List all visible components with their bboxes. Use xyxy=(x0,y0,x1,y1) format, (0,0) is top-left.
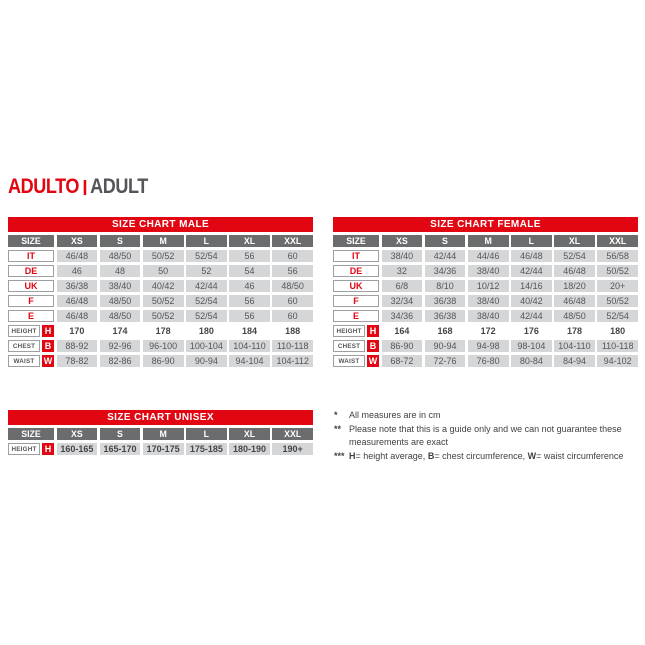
measure-cell: 86-90 xyxy=(143,355,184,367)
column-header-xxl: XXL xyxy=(597,235,638,247)
size-cell: 6/8 xyxy=(382,280,423,292)
column-header-xl: XL xyxy=(229,428,270,440)
measure-row xyxy=(8,325,313,337)
size-cell: 60 xyxy=(272,250,313,262)
page-title-secondary: ADULT xyxy=(90,175,148,198)
measure-cell: 172 xyxy=(468,325,509,337)
measure-cell: 68-72 xyxy=(382,355,423,367)
column-header-xs: XS xyxy=(57,235,98,247)
measure-cell: 104-110 xyxy=(229,340,270,352)
size-cell: 40/42 xyxy=(143,280,184,292)
size-cell: 40/42 xyxy=(511,295,552,307)
measure-cell: 90-94 xyxy=(186,355,227,367)
size-chart-male-table xyxy=(8,217,313,370)
measure-cell: 88-92 xyxy=(57,340,98,352)
row-label-uk: UK xyxy=(8,280,54,292)
size-cell: 56 xyxy=(229,295,270,307)
measure-row xyxy=(8,340,313,352)
size-cell: 34/36 xyxy=(425,265,466,277)
measure-cell: 164 xyxy=(382,325,423,337)
size-row xyxy=(333,250,638,262)
measure-cell: 175-185 xyxy=(186,443,227,455)
footnote-text: H= height average, B= chest circumference, W= waist circumference xyxy=(349,450,624,461)
measure-row-label xyxy=(8,325,54,337)
measure-cell: 86-90 xyxy=(382,340,423,352)
size-row xyxy=(8,265,313,277)
size-cell: 48/50 xyxy=(272,280,313,292)
measure-row-label xyxy=(8,355,54,367)
size-cell: 50/52 xyxy=(597,295,638,307)
measure-row-label xyxy=(333,355,379,367)
measure-cell: 104-112 xyxy=(272,355,313,367)
measure-cell: 170 xyxy=(57,325,98,337)
size-cell: 46/48 xyxy=(554,295,595,307)
page-title xyxy=(8,176,148,198)
size-cell: 50 xyxy=(143,265,184,277)
size-cell: 52/54 xyxy=(554,250,595,262)
size-cell: 38/40 xyxy=(468,265,509,277)
table-header-row xyxy=(8,428,313,440)
measure-row-label xyxy=(333,340,379,352)
size-cell: 56 xyxy=(272,265,313,277)
h-badge: H xyxy=(367,325,379,337)
measure-cell: 110-118 xyxy=(597,340,638,352)
size-cell: 34/36 xyxy=(382,310,423,322)
size-cell: 36/38 xyxy=(57,280,98,292)
size-cell: 46/48 xyxy=(554,265,595,277)
row-label-e: E xyxy=(8,310,54,322)
measure-row xyxy=(333,325,638,337)
chest-label: CHEST xyxy=(333,340,365,352)
size-cell: 52 xyxy=(186,265,227,277)
size-row xyxy=(333,295,638,307)
footnotes xyxy=(334,409,640,464)
measure-cell: 76-80 xyxy=(468,355,509,367)
size-cell: 46 xyxy=(229,280,270,292)
measure-cell: 92-96 xyxy=(100,340,141,352)
measure-cell: 94-102 xyxy=(597,355,638,367)
size-cell: 42/44 xyxy=(511,265,552,277)
measure-cell: 100-104 xyxy=(186,340,227,352)
measure-row-label xyxy=(8,340,54,352)
size-cell: 48/50 xyxy=(100,250,141,262)
size-cell: 54 xyxy=(229,265,270,277)
row-label-it: IT xyxy=(8,250,54,262)
column-header-m: M xyxy=(143,428,184,440)
measure-row-label xyxy=(8,443,54,455)
size-cell: 46/48 xyxy=(57,250,98,262)
size-cell: 38/40 xyxy=(468,295,509,307)
footnote-marker: ** xyxy=(334,424,342,434)
size-cell: 36/38 xyxy=(425,310,466,322)
row-label-f: F xyxy=(8,295,54,307)
chest-label: CHEST xyxy=(8,340,40,352)
measure-cell: 165-170 xyxy=(100,443,141,455)
size-cell: 46/48 xyxy=(511,250,552,262)
measure-cell: 190+ xyxy=(272,443,313,455)
size-row xyxy=(8,250,313,262)
size-cell: 50/52 xyxy=(143,250,184,262)
size-cell: 48/50 xyxy=(100,295,141,307)
page-title-primary: ADULTO xyxy=(8,175,80,198)
size-cell: 56/58 xyxy=(597,250,638,262)
size-cell: 52/54 xyxy=(186,310,227,322)
column-header-l: L xyxy=(186,235,227,247)
size-cell: 50/52 xyxy=(143,295,184,307)
size-cell: 32/34 xyxy=(382,295,423,307)
size-cell: 50/52 xyxy=(597,265,638,277)
size-cell: 52/54 xyxy=(186,295,227,307)
column-header-l: L xyxy=(511,235,552,247)
measure-cell: 180 xyxy=(597,325,638,337)
row-label-f: F xyxy=(333,295,379,307)
measure-cell: 174 xyxy=(100,325,141,337)
w-badge: W xyxy=(368,356,378,366)
h-badge: H xyxy=(42,443,54,455)
size-cell: 20+ xyxy=(597,280,638,292)
row-label-de: DE xyxy=(8,265,54,277)
measure-cell: 78-82 xyxy=(57,355,98,367)
size-column-header: SIZE xyxy=(8,428,54,440)
measure-cell: 178 xyxy=(554,325,595,337)
footnote-marker: * xyxy=(334,410,338,420)
column-header-s: S xyxy=(100,235,141,247)
measure-row xyxy=(8,443,313,455)
measure-cell: 170-175 xyxy=(143,443,184,455)
table-title: SIZE CHART MALE xyxy=(8,217,313,232)
height-label: HEIGHT xyxy=(8,325,40,337)
measure-row xyxy=(333,355,638,367)
measure-cell: 180 xyxy=(186,325,227,337)
measure-row xyxy=(8,355,313,367)
column-header-l: L xyxy=(186,428,227,440)
size-cell: 38/40 xyxy=(468,310,509,322)
size-cell: 36/38 xyxy=(425,295,466,307)
size-cell: 60 xyxy=(272,295,313,307)
measure-cell: 160-165 xyxy=(57,443,98,455)
size-cell: 10/12 xyxy=(468,280,509,292)
size-cell: 32 xyxy=(382,265,423,277)
size-cell: 14/16 xyxy=(511,280,552,292)
table-header-row xyxy=(8,235,313,247)
size-cell: 60 xyxy=(272,310,313,322)
column-header-m: M xyxy=(143,235,184,247)
row-label-e: E xyxy=(333,310,379,322)
h-badge: H xyxy=(42,325,54,337)
size-chart-unisex-table xyxy=(8,410,313,458)
size-cell: 42/44 xyxy=(186,280,227,292)
size-cell: 46 xyxy=(57,265,98,277)
size-chart-female-table xyxy=(333,217,638,370)
measure-cell: 104-110 xyxy=(554,340,595,352)
size-cell: 50/52 xyxy=(143,310,184,322)
column-header-s: S xyxy=(100,428,141,440)
measure-cell: 176 xyxy=(511,325,552,337)
table-title: SIZE CHART FEMALE xyxy=(333,217,638,232)
measure-cell: 90-94 xyxy=(425,340,466,352)
measure-cell: 184 xyxy=(229,325,270,337)
column-header-s: S xyxy=(425,235,466,247)
size-row xyxy=(8,310,313,322)
size-cell: 48/50 xyxy=(100,310,141,322)
size-cell: 56 xyxy=(229,250,270,262)
measure-cell: 180-190 xyxy=(229,443,270,455)
size-cell: 56 xyxy=(229,310,270,322)
column-header-m: M xyxy=(468,235,509,247)
size-cell: 38/40 xyxy=(382,250,423,262)
measure-cell: 178 xyxy=(143,325,184,337)
measure-cell: 96-100 xyxy=(143,340,184,352)
measure-cell: 84-94 xyxy=(554,355,595,367)
row-label-uk: UK xyxy=(333,280,379,292)
title-separator-bar xyxy=(83,180,86,195)
measure-cell: 110-118 xyxy=(272,340,313,352)
table-title: SIZE CHART UNISEX xyxy=(8,410,313,425)
size-cell: 44/46 xyxy=(468,250,509,262)
height-label: HEIGHT xyxy=(8,443,40,455)
table-header-row xyxy=(333,235,638,247)
size-cell: 42/44 xyxy=(511,310,552,322)
size-row xyxy=(333,280,638,292)
measure-cell: 168 xyxy=(425,325,466,337)
column-header-xs: XS xyxy=(382,235,423,247)
size-row xyxy=(8,295,313,307)
size-row xyxy=(333,310,638,322)
footnote-text: Please note that this is a guide only and we can not guarantee these measurements are exact xyxy=(349,424,622,447)
measure-cell: 98-104 xyxy=(511,340,552,352)
measure-cell: 94-104 xyxy=(229,355,270,367)
size-cell: 48/50 xyxy=(554,310,595,322)
size-row xyxy=(8,280,313,292)
height-label: HEIGHT xyxy=(333,325,365,337)
footnote-guide-only xyxy=(334,423,640,448)
column-header-xxl: XXL xyxy=(272,428,313,440)
size-cell: 8/10 xyxy=(425,280,466,292)
b-badge: B xyxy=(367,340,379,352)
column-header-xl: XL xyxy=(554,235,595,247)
row-label-de: DE xyxy=(333,265,379,277)
column-header-xl: XL xyxy=(229,235,270,247)
size-column-header: SIZE xyxy=(8,235,54,247)
footnote-abbreviations xyxy=(334,450,640,463)
footnote-text: All measures are in cm xyxy=(349,410,441,420)
waist-label: WAIST xyxy=(333,355,365,367)
measure-row xyxy=(333,340,638,352)
size-cell: 52/54 xyxy=(597,310,638,322)
measure-row-label xyxy=(333,325,379,337)
column-header-xs: XS xyxy=(57,428,98,440)
measure-cell: 94-98 xyxy=(468,340,509,352)
b-badge: B xyxy=(42,340,54,352)
size-cell: 46/48 xyxy=(57,295,98,307)
size-cell: 52/54 xyxy=(186,250,227,262)
waist-label: WAIST xyxy=(8,355,40,367)
measure-cell: 72-76 xyxy=(425,355,466,367)
row-label-it: IT xyxy=(333,250,379,262)
measure-cell: 188 xyxy=(272,325,313,337)
footnote-marker: *** xyxy=(334,450,345,461)
w-badge: W xyxy=(43,356,53,366)
measure-cell: 82-86 xyxy=(100,355,141,367)
size-cell: 38/40 xyxy=(100,280,141,292)
column-header-xxl: XXL xyxy=(272,235,313,247)
size-column-header: SIZE xyxy=(333,235,379,247)
size-cell: 48 xyxy=(100,265,141,277)
size-cell: 42/44 xyxy=(425,250,466,262)
measure-cell: 80-84 xyxy=(511,355,552,367)
size-row xyxy=(333,265,638,277)
size-cell: 46/48 xyxy=(57,310,98,322)
size-cell: 18/20 xyxy=(554,280,595,292)
footnote-measures-cm xyxy=(334,409,640,422)
